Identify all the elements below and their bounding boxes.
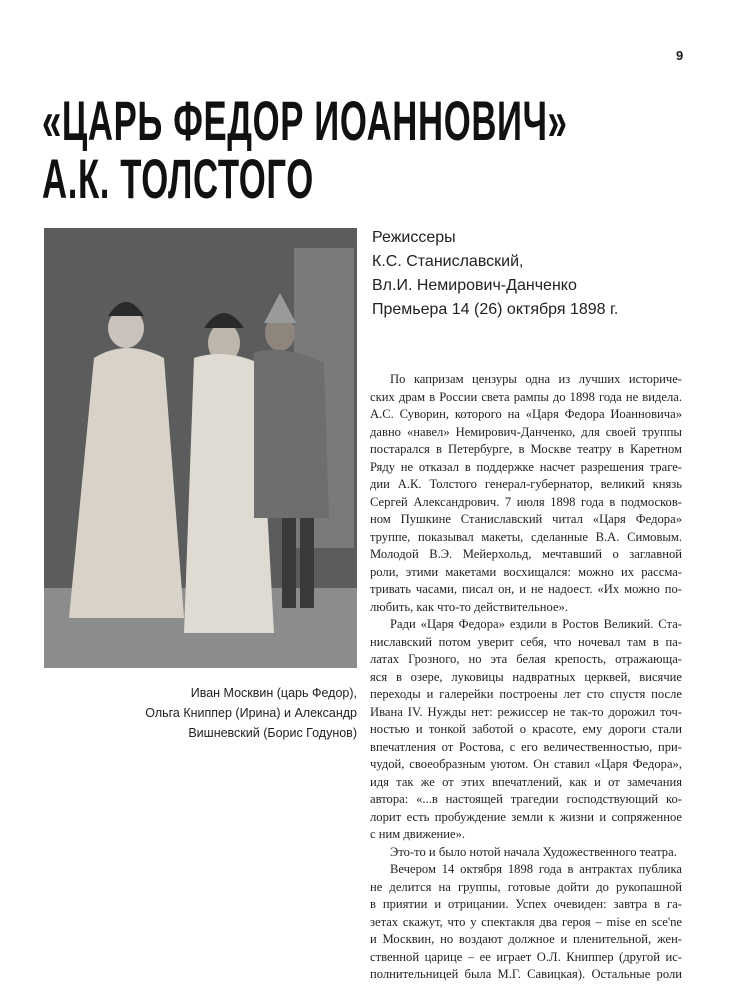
premiere-date: Премьера 14 (26) октября 1898 г. — [372, 301, 619, 318]
title-line-1: «ЦАРЬ ФЕДОР ИОАННОВИЧ» — [42, 89, 568, 152]
paragraph — [370, 371, 682, 616]
text-line: Ради «Царя Федора» ездили в Ростов Великий. Ста- — [390, 617, 682, 631]
text-line: в приятии и отрицании. Успех очевиден: завтра в га- — [370, 897, 682, 911]
paragraph — [370, 861, 682, 984]
text-line: ственной царице – ее играет О.Л. Книппер (другой ис- — [370, 949, 682, 964]
article-body — [370, 371, 682, 984]
text-line: полнительницей была М.Г. Савицкая). Остальные роли — [370, 967, 682, 981]
text-line: впечатления от Ростова, с его величественностью, при- — [370, 739, 682, 754]
text-line: с ним движение». — [370, 827, 466, 841]
theatre-photo — [44, 228, 357, 668]
title-line-2: А.К. ТОЛСТОГО — [42, 147, 314, 210]
caption-line: Вишневский (Борис Годунов) — [188, 726, 357, 740]
caption-line: Иван Москвин (царь Федор), — [190, 686, 357, 700]
production-credits — [372, 226, 618, 322]
text-line: ностью и тонкой заботой о красоте, ему дороги стали — [370, 722, 682, 736]
text-line: дии А.К. Толстого генерал-губернатор, великий князь — [370, 477, 682, 491]
director-name: К.С. Станиславский, — [372, 253, 524, 270]
text-line: Молодой В.Э. Мейерхольд, мечтавший о заглавной — [370, 547, 682, 561]
text-line: Это-то и было нотой начала Художественного театра. — [390, 844, 677, 859]
text-line: Ряду не отказал в поддержке насчет разрешения траге- — [370, 459, 682, 474]
text-line: Ивана IV. Нужды нет: режиссер не так-то дорожил точ- — [370, 704, 682, 719]
text-line: любить, как что-то действительное». — [370, 599, 568, 614]
director-name: Вл.И. Немирович-Данченко — [372, 277, 577, 294]
text-line: не делится на группы, готовые дойти до рукопашной — [370, 879, 682, 894]
text-line: ских драм в России света рампы до 1898 года не видела. — [370, 389, 682, 404]
text-line: и Москвин, но воздают должное и пленительной, жен- — [370, 932, 682, 946]
text-line: автора: «...в настоящей трагедии господствующий ко- — [370, 792, 682, 806]
paragraph — [370, 844, 682, 862]
text-line: труппе, показывал макеты, сделанные В.А. Симовым. — [370, 529, 682, 544]
caption-line: Ольга Книппер (Ирина) и Александр — [145, 706, 357, 720]
text-line: переходы и галерейки построены лет сто спустя после — [370, 687, 682, 701]
page-number: 9 — [676, 48, 684, 63]
paragraph — [370, 616, 682, 844]
text-line: А.С. Суворин, которого на «Царя Федора Иоанновича» — [370, 407, 682, 421]
text-line: латах Грозного, но эта белая крепость, отражающа- — [370, 652, 682, 666]
text-line: идя так же от этих впечатлений, как и от замечания — [370, 774, 682, 789]
text-line: роли, этими макетами восхищался: можно их рассма- — [370, 564, 682, 579]
text-line: Сергей Александрович. 7 июля 1898 года в подмосков- — [370, 494, 682, 509]
text-line: давно «навел» Немирович-Данченко, для своей труппы — [370, 424, 682, 439]
photo-caption — [44, 683, 357, 743]
text-line: чудой, своеобразным уютом. Он ставил «Царя Федора», — [370, 757, 682, 771]
text-line: ном Пушкине Станиславский читал «Царя Федора» — [370, 512, 682, 526]
text-line: ниславский потом уверит себя, что ночевал там в па- — [370, 634, 682, 649]
text-line: По капризам цензуры одна из лучших историче- — [390, 372, 682, 386]
text-line: лорит есть пробуждение земли к жизни и сопряженное — [370, 809, 682, 824]
text-line: тривать часами, писал он, и не надоест. «Их можно по- — [370, 582, 682, 596]
credits-label: Режиссеры — [372, 229, 456, 246]
text-line: постарался в Петербурге, в Москве театру в Каретном — [370, 442, 682, 456]
text-line: зетах скажут, что у спектакля два героя – mise en sce'ne — [370, 914, 682, 929]
text-line: Вечером 14 октября 1898 года в антрактах публика — [390, 862, 682, 876]
page-title — [42, 89, 568, 210]
text-line: яся в озере, луковицы надвратных церквей, висячие — [370, 669, 682, 684]
